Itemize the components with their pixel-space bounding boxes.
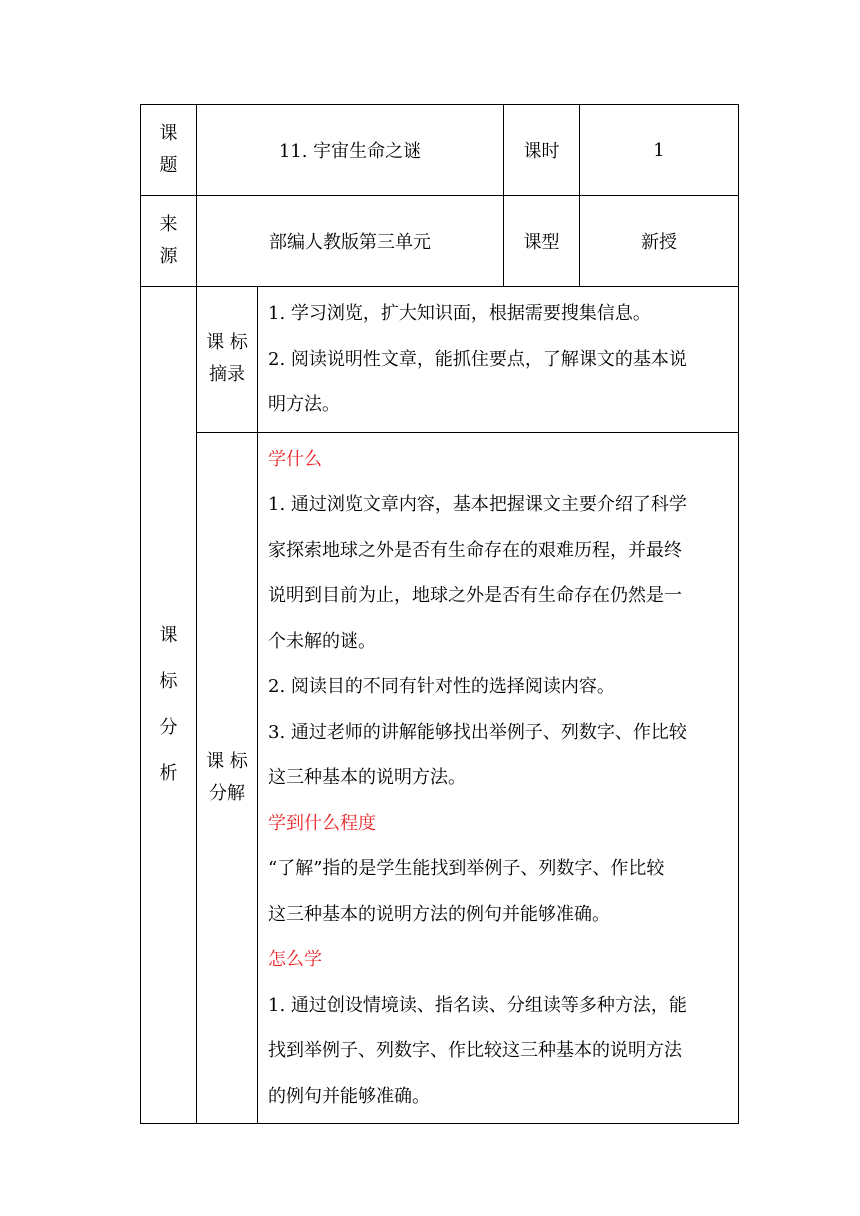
topic-label-cell — [141, 105, 197, 196]
breakdown-line: 这三种基本的说明方法的例句并能够准确。 — [268, 903, 610, 925]
breakdown-line: 这三种基本的说明方法。 — [268, 767, 466, 788]
breakdown-line: 的例句并能够准确。 — [268, 1085, 430, 1107]
breakdown-line: 说明到目前为止，地球之外是否有生命存在仍然是一 — [268, 585, 682, 606]
section-heading-degree: 学到什么程度 — [268, 812, 376, 834]
type-value: 新授 — [641, 232, 678, 253]
source-label-cell — [141, 196, 197, 287]
excerpt-label-line: 课 标 — [206, 332, 248, 354]
excerpt-line: 明方法。 — [268, 394, 340, 415]
breakdown-line: 3. 通过老师的讲解能够找出举例子、列数字、作比较 — [268, 721, 687, 743]
analysis-label-char: 析 — [159, 763, 178, 784]
section-heading-what: 学什么 — [268, 448, 322, 470]
topic-value-cell — [197, 105, 504, 196]
lesson-plan-table — [140, 104, 739, 1124]
analysis-label-cell — [141, 287, 197, 1124]
source-value: 部编人教版第三单元 — [269, 232, 431, 253]
source-label-char: 源 — [159, 246, 178, 267]
period-label: 课时 — [523, 141, 560, 162]
breakdown-line: “了解”指的是学生能找到举例子、列数字、作比较 — [268, 858, 665, 879]
breakdown-line: 家探索地球之外是否有生命存在的艰难历程，并最终 — [268, 539, 682, 561]
period-value: 1 — [653, 139, 665, 161]
breakdown-line: 1. 通过创设情境读、指名读、分组读等多种方法，能 — [268, 994, 687, 1016]
analysis-label-char: 课 — [159, 625, 178, 646]
excerpt-row — [141, 287, 739, 433]
excerpt-line: 2. 阅读说明性文章，能抓住要点，了解课文的基本说 — [268, 348, 687, 370]
breakdown-row — [141, 432, 739, 1124]
breakdown-label-line: 课 标 — [206, 750, 248, 772]
excerpt-line: 1. 学习浏览，扩大知识面，根据需要搜集信息。 — [268, 303, 651, 324]
topic-value: 11. 宇宙生命之谜 — [278, 141, 422, 162]
type-value-cell — [580, 196, 739, 287]
analysis-label-char: 标 — [159, 671, 178, 692]
breakdown-line: 2. 阅读目的不同有针对性的选择阅读内容。 — [268, 676, 615, 697]
analysis-label-char: 分 — [159, 717, 178, 738]
breakdown-content-cell — [258, 432, 739, 1124]
period-label-cell — [504, 105, 580, 196]
excerpt-content-cell — [258, 287, 739, 433]
type-label: 课型 — [523, 232, 560, 253]
breakdown-line: 找到举例子、列数字、作比较这三种基本的说明方法 — [268, 1040, 682, 1061]
breakdown-line: 个未解的谜。 — [268, 630, 376, 652]
topic-label-char: 题 — [159, 155, 178, 176]
breakdown-label-cell — [197, 432, 258, 1124]
period-value-cell — [580, 105, 739, 196]
topic-row — [141, 105, 739, 196]
excerpt-label-cell — [197, 287, 258, 433]
section-heading-how: 怎么学 — [268, 949, 322, 970]
source-value-cell — [197, 196, 504, 287]
breakdown-label-line: 分解 — [209, 782, 245, 804]
type-label-cell — [504, 196, 580, 287]
source-label-char: 来 — [159, 214, 178, 235]
source-row — [141, 196, 739, 287]
topic-label-char: 课 — [159, 123, 178, 144]
excerpt-label-line: 摘录 — [209, 364, 245, 386]
breakdown-line: 1. 通过浏览文章内容，基本把握课文主要介绍了科学 — [268, 494, 687, 515]
